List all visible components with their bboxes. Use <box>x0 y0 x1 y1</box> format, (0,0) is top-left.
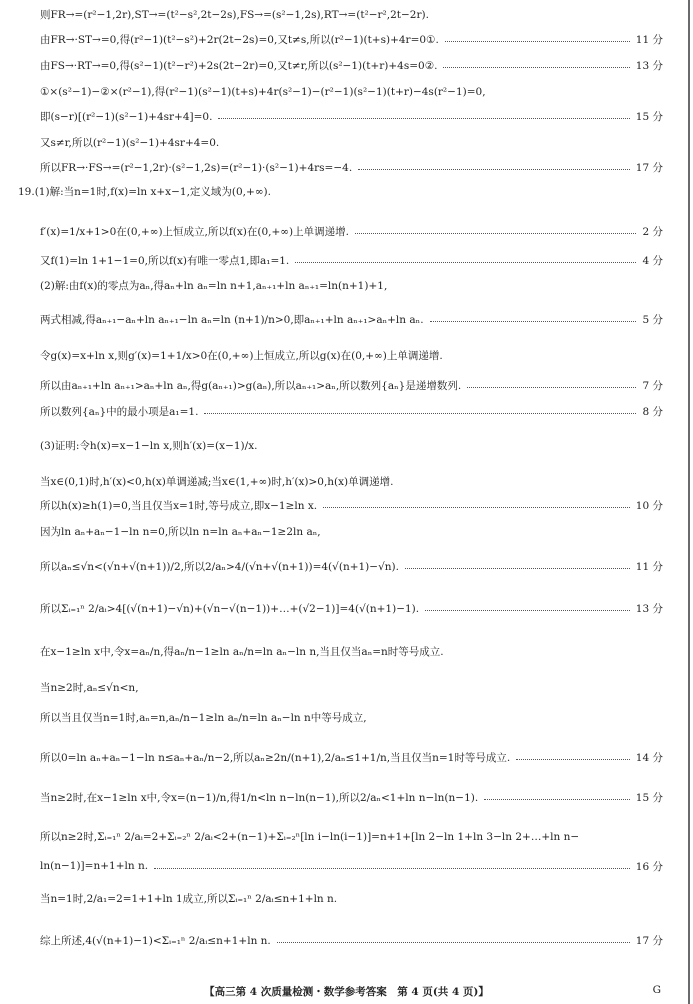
dot-leader <box>154 867 630 869</box>
solution-line <box>40 106 663 126</box>
solution-text: 所以n≥2时,Σᵢ₌₁ⁿ 2/aᵢ=2+Σᵢ₌₂ⁿ 2/aᵢ<2+(n−1)+Σᵢ₌₂ⁿ[ln i−ln(i−1)]=n+1+[ln 2−ln 1+ln 3−ln 2+…+ln n− <box>40 830 580 843</box>
dot-leader <box>445 40 630 42</box>
solution-text: 当x∈(0,1)时,h′(x)<0,h(x)单调递减;当x∈(1,+∞)时,h′(x)>0,h(x)单调递增. <box>40 475 394 488</box>
solution-line <box>40 556 663 576</box>
dot-leader <box>430 320 637 322</box>
score-points: 17 分 <box>635 934 663 947</box>
solution-line <box>40 4 663 24</box>
solution-line <box>40 401 663 421</box>
score-points: 15 分 <box>635 791 663 804</box>
solution-line <box>40 826 663 846</box>
score-points: 5 分 <box>642 313 663 326</box>
solution-line <box>40 29 663 49</box>
dot-leader <box>277 941 630 943</box>
solution-text: 当n≥2时,aₙ≤√n<n, <box>40 681 139 694</box>
solution-line <box>40 856 663 876</box>
score-points: 13 分 <box>635 602 663 615</box>
solution-text: 所以0=ln aₙ+aₙ−1−ln n≤aₙ+aₙ/n−2,所以aₙ≥2n/(n+1),2/aₙ≤1+1/n,当且仅当n=1时等号成立. <box>40 751 511 764</box>
solution-text: 在x−1≥ln x中,令x=aₙ/n,得aₙ/n−1≥ln aₙ/n=ln aₙ−ln n,当且仅当aₙ=n时等号成立. <box>40 645 444 658</box>
score-points: 13 分 <box>635 59 663 72</box>
dot-leader <box>425 609 630 611</box>
score-points: 16 分 <box>635 860 663 873</box>
dot-leader <box>443 66 629 68</box>
solution-line <box>40 55 663 75</box>
solution-line <box>40 375 663 395</box>
score-points: 8 分 <box>642 405 663 418</box>
solution-text: 由FS→·RT→=0,得(s²−1)(t²−r²)+2s(2t−2r)=0,又t≠r,所以(s²−1)(t+r)+4s=0②. <box>40 59 438 72</box>
solution-text: 则FR→=(r²−1,2r),ST→=(t²−s²,2t−2s),FS→=(s²−1,2s),RT→=(t²−r²,2t−2r). <box>40 8 429 21</box>
score-points: 11 分 <box>635 33 663 46</box>
solution-line <box>40 888 663 908</box>
solution-line <box>40 641 663 661</box>
solution-text: 由FR→·ST→=0,得(r²−1)(t²−s²)+2r(2t−2s)=0,又t≠s,所以(r²−1)(t+s)+4r=0①. <box>40 33 439 46</box>
solution-line <box>40 677 663 697</box>
solution-text: f′(x)=1/x+1>0在(0,+∞)上恒成立,所以f(x)在(0,+∞)上单调递增. <box>40 225 349 238</box>
dot-leader <box>204 412 636 414</box>
solution-text: 又s≠r,所以(r²−1)(s²−1)+4sr+4=0. <box>40 136 220 149</box>
dot-leader <box>484 798 630 800</box>
solution-line <box>40 930 663 950</box>
solution-line <box>40 157 663 177</box>
score-points: 14 分 <box>635 751 663 764</box>
solution-text: 所以Σᵢ₌₁ⁿ 2/aᵢ>4[(√(n+1)−√n)+(√n−√(n−1))+…+(√2−1)]=4(√(n+1)−1). <box>40 602 420 615</box>
score-points: 10 分 <box>635 499 663 512</box>
solution-line <box>40 747 663 767</box>
solution-text: 所以由aₙ₊₁+ln aₙ₊₁>aₙ+ln aₙ,得g(aₙ₊₁)>g(aₙ),所以aₙ₊₁>aₙ,所以数列{aₙ}是递增数列. <box>40 379 462 392</box>
solution-text: 当n≥2时,在x−1≥ln x中,令x=(n−1)/n,得1/n<ln n−ln(n−1),所以2/aₙ<1+ln n−ln(n−1). <box>40 791 479 804</box>
solution-line <box>40 598 663 618</box>
solution-line <box>40 707 663 727</box>
dot-leader <box>516 758 630 760</box>
solution-line <box>40 471 663 491</box>
solution-text: (3)证明:令h(x)=x−1−ln x,则h′(x)=(x−1)/x. <box>40 439 258 452</box>
score-points: 15 分 <box>635 110 663 123</box>
dot-leader <box>405 567 630 569</box>
solution-text: 所以数列{aₙ}中的最小项是a₁=1. <box>40 405 199 418</box>
dot-leader <box>218 117 629 119</box>
solution-line <box>40 787 663 807</box>
page-footer <box>0 984 693 1002</box>
solution-text: 因为ln aₙ+aₙ−1−ln n=0,所以ln n=ln aₙ+aₙ−1≥2ln aₙ, <box>40 525 321 538</box>
dot-leader <box>295 261 636 263</box>
solution-text: ln(n−1)]=n+1+ln n. <box>40 860 149 872</box>
solution-text: ①×(s²−1)−②×(r²−1),得(r²−1)(s²−1)(t+s)+4r(s²−1)−(r²−1)(s²−1)(t+r)−4s(r²−1)=0, <box>40 85 486 98</box>
solution-text: (2)解:由f(x)的零点为aₙ,得aₙ+ln aₙ=ln n+1,aₙ₊₁+ln aₙ₊₁=ln(n+1)+1, <box>40 279 388 292</box>
solution-line <box>40 495 663 515</box>
dot-leader <box>358 168 630 170</box>
solution-text: 所以h(x)≥h(1)=0,当且仅当x=1时,等号成立,即x−1≥ln x. <box>40 499 318 512</box>
solution-text: 所以当且仅当n=1时,aₙ=n,aₙ/n−1≥ln aₙ/n=ln aₙ−ln n中等号成立, <box>40 711 367 724</box>
score-points: 17 分 <box>635 161 663 174</box>
solution-line <box>18 181 663 201</box>
solution-line <box>40 221 663 241</box>
solution-line <box>40 345 663 365</box>
page-border <box>688 0 690 1004</box>
solution-line <box>40 521 663 541</box>
solution-text: 又f(1)=ln 1+1−1=0,所以f(x)有唯一零点1,即a₁=1. <box>40 254 290 267</box>
solution-text: 所以FR→·FS→=(r²−1,2r)·(s²−1,2s)=(r²−1)·(s²−1)+4rs=−4. <box>40 161 353 174</box>
solution-line <box>40 81 663 101</box>
score-points: 2 分 <box>642 225 663 238</box>
solution-text: 即(s−r)[(r²−1)(s²−1)+4sr+4]=0. <box>40 110 213 123</box>
solution-text: 综上所述,4(√(n+1)−1)<Σᵢ₌₁ⁿ 2/aᵢ≤n+1+ln n. <box>40 934 271 947</box>
solution-line <box>40 250 663 270</box>
solution-text: 19.(1)解:当n=1时,f(x)=ln x+x−1,定义域为(0,+∞). <box>18 185 271 198</box>
score-points: 7 分 <box>642 379 663 392</box>
solution-line <box>40 309 663 329</box>
dot-leader <box>355 232 637 234</box>
solution-text: 两式相减,得aₙ₊₁−aₙ+ln aₙ₊₁−ln aₙ=ln (n+1)/n>0,即aₙ₊₁+ln aₙ₊₁>aₙ+ln aₙ. <box>40 313 424 326</box>
solution-line <box>40 275 663 295</box>
score-points: 11 分 <box>635 560 663 573</box>
dot-leader <box>467 386 636 388</box>
solution-line <box>40 435 663 455</box>
footer-title: 【高三第 4 次质量检测・数学参考答案 第 4 页(共 4 页)】 <box>204 986 489 998</box>
solution-text: 令g(x)=x+ln x,则g′(x)=1+1/x>0在(0,+∞)上恒成立,所以g(x)在(0,+∞)上单调递增. <box>40 349 443 362</box>
solution-text: 当n=1时,2/a₁=2=1+1+ln 1成立,所以Σᵢ₌₁ⁿ 2/aᵢ≤n+1+ln n. <box>40 892 338 905</box>
dot-leader <box>323 506 630 508</box>
paper-code: G <box>652 984 661 996</box>
score-points: 4 分 <box>642 254 663 267</box>
solution-line <box>40 132 663 152</box>
solution-text: 所以aₙ≤√n<(√n+√(n+1))/2,所以2/aₙ>4/(√n+√(n+1))=4(√(n+1)−√n). <box>40 560 399 573</box>
